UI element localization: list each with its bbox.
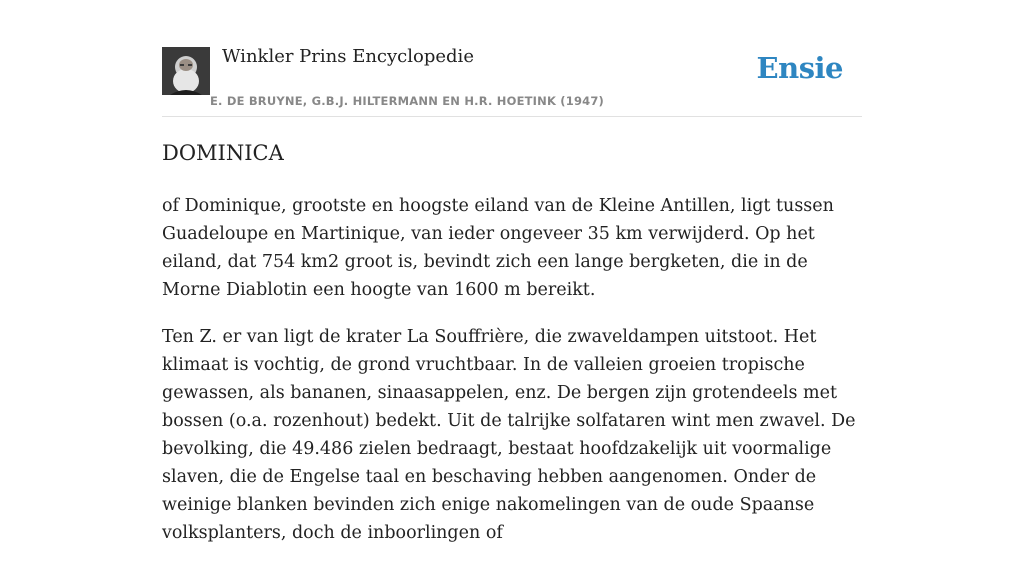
author-portrait-icon xyxy=(162,47,210,95)
author-avatar[interactable] xyxy=(162,47,210,95)
article-body xyxy=(162,192,862,566)
authors-line: E. DE BRUYNE, G.B.J. HILTERMANN EN H.R. HOETINK (1947) xyxy=(210,94,605,108)
ensie-logo[interactable]: Ensie xyxy=(756,51,843,85)
publication-name[interactable]: Winkler Prins Encyclopedie xyxy=(222,46,474,67)
article-title: DOMINICA xyxy=(162,141,284,165)
article-paragraph: of Dominique, grootste en hoogste eiland van de Kleine Antillen, ligt tussen Guadeloupe en Martinique, van ieder ongeveer 35 km verwijderd. Op het eiland, dat 754 km2 groot is, bevindt zich een lange bergketen, die in de Morne Diablotin een hoogte van 1600 m bereikt. xyxy=(162,196,834,300)
article-paragraph: Ten Z. er van ligt de krater La Souffrière, die zwaveldampen uitstoot. Het klimaat is vochtig, de grond vruchtbaar. In de valleien groeien tropische gewassen, als bananen, sinaasappelen, enz. De bergen zijn grotendeels met bossen (o.a. rozenhout) bedekt. Uit de talrijke solfataren wint men zwavel. De bevolking, die 49.486 zielen bedraagt, bestaat hoofdzakelijk uit voormalige slaven, die de Engelse taal en beschaving hebben aangenomen. Onder de weinige blanken bevinden zich enige nakomelingen van de oude Spaanse volksplanters, doch de inboorlingen of xyxy=(162,327,856,543)
article-header xyxy=(162,40,862,117)
